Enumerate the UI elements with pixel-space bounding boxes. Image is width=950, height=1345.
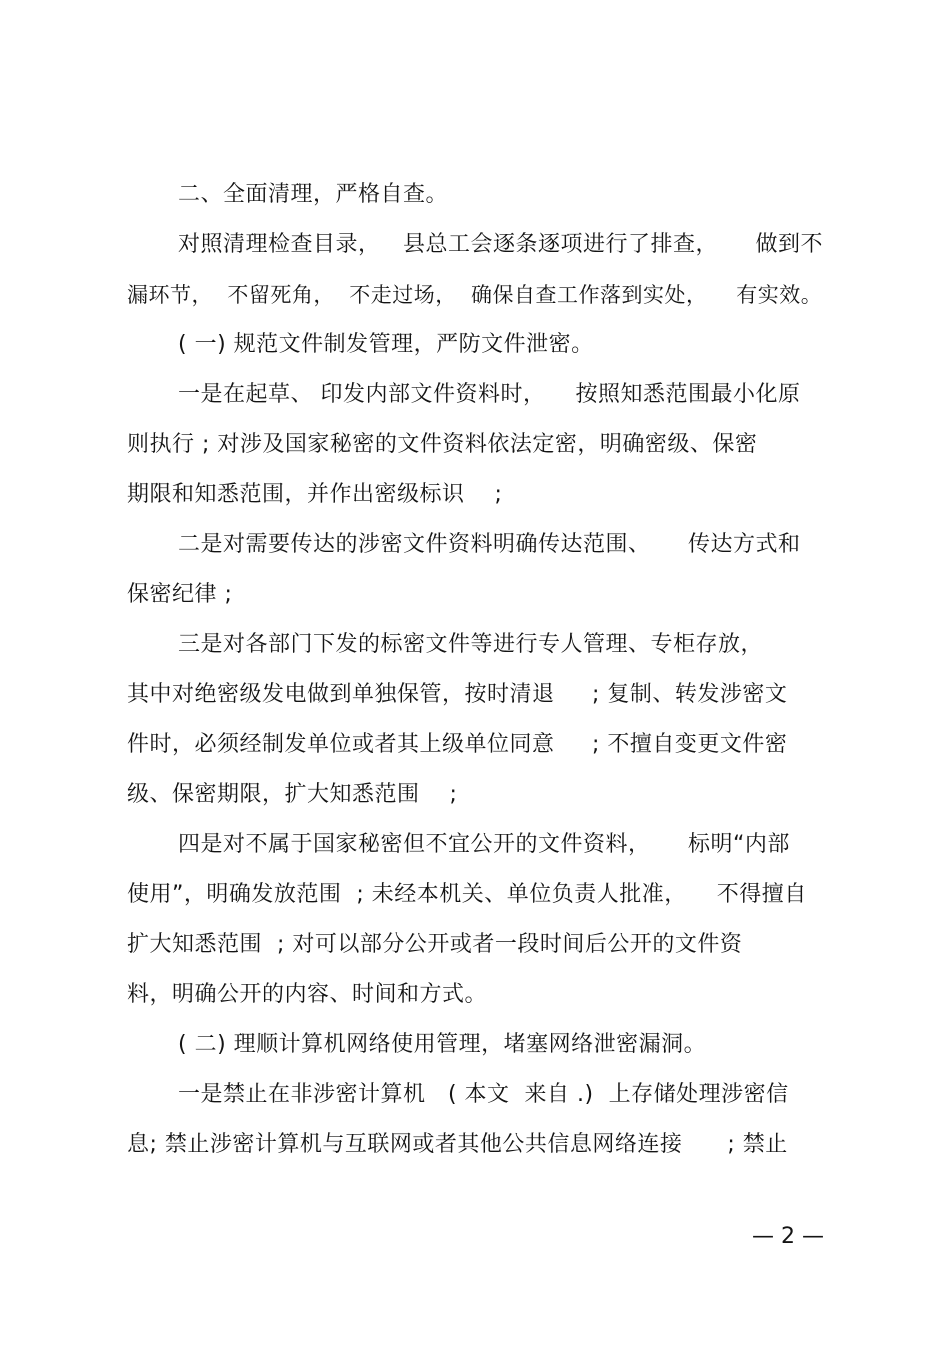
paragraph-line: 件时，必须经制发单位或者其上级单位同意 ; 不擅自变更文件密 — [127, 732, 788, 757]
paragraph-line: 则执行 ; 对涉及国家秘密的文件资料依法定密，明确密级、保密 — [127, 432, 758, 457]
paragraph-line: 使用”，明确发放范围 ; 未经本机关、单位负责人批准， 不得擅自 — [127, 882, 807, 907]
paragraph-line: 漏环节， 不留死角， 不走过场， 确保自查工作落到实处， 有实效。 — [127, 283, 823, 307]
paragraph-line: 对照清理检查目录， 县总工会逐条逐项进行了排查， 做到不 — [178, 232, 823, 257]
paragraph-line: 息; 禁止涉密计算机与互联网或者其他公共信息网络连接 ; 禁止 — [127, 1132, 788, 1157]
paragraph-line: 期限和知悉范围，并作出密级标识 ; — [127, 482, 503, 507]
paragraph-line: 级、保密期限，扩大知悉范围 ; — [127, 782, 458, 807]
paragraph-line: 扩大知悉范围 ; 对可以部分公开或者一段时间后公开的文件资 — [127, 932, 743, 957]
paragraph-line: 保密纪律 ; — [127, 582, 233, 607]
subsection-heading: ( 二) 理顺计算机网络使用管理，堵塞网络泄密漏洞。 — [178, 1032, 707, 1057]
paragraph-line: 料，明确公开的内容、时间和方式。 — [127, 982, 488, 1007]
paragraph-line: 四是对不属于国家秘密但不宜公开的文件资料， 标明“内部 — [178, 832, 790, 857]
paragraph-line: 二是对需要传达的涉密文件资料明确传达范围、 传达方式和 — [178, 532, 801, 557]
section-heading: 二、全面清理，严格自查。 — [178, 182, 449, 207]
subsection-heading: ( 一) 规范文件制发管理，严防文件泄密。 — [178, 332, 594, 357]
paragraph-line: 三是对各部门下发的标密文件等进行专人管理、专柜存放， — [178, 632, 764, 657]
paragraph-line: 一是在起草、 印发内部文件资料时， 按照知悉范围最小化原 — [178, 382, 801, 407]
paragraph-line: 一是禁止在非涉密计算机 ( 本文 来自 .) 上存储处理涉密信 — [178, 1082, 789, 1107]
paragraph-line: 其中对绝密级发电做到单独保管，按时清退 ; 复制、转发涉密文 — [127, 682, 788, 707]
page-number: — 2 — — [752, 1224, 824, 1249]
